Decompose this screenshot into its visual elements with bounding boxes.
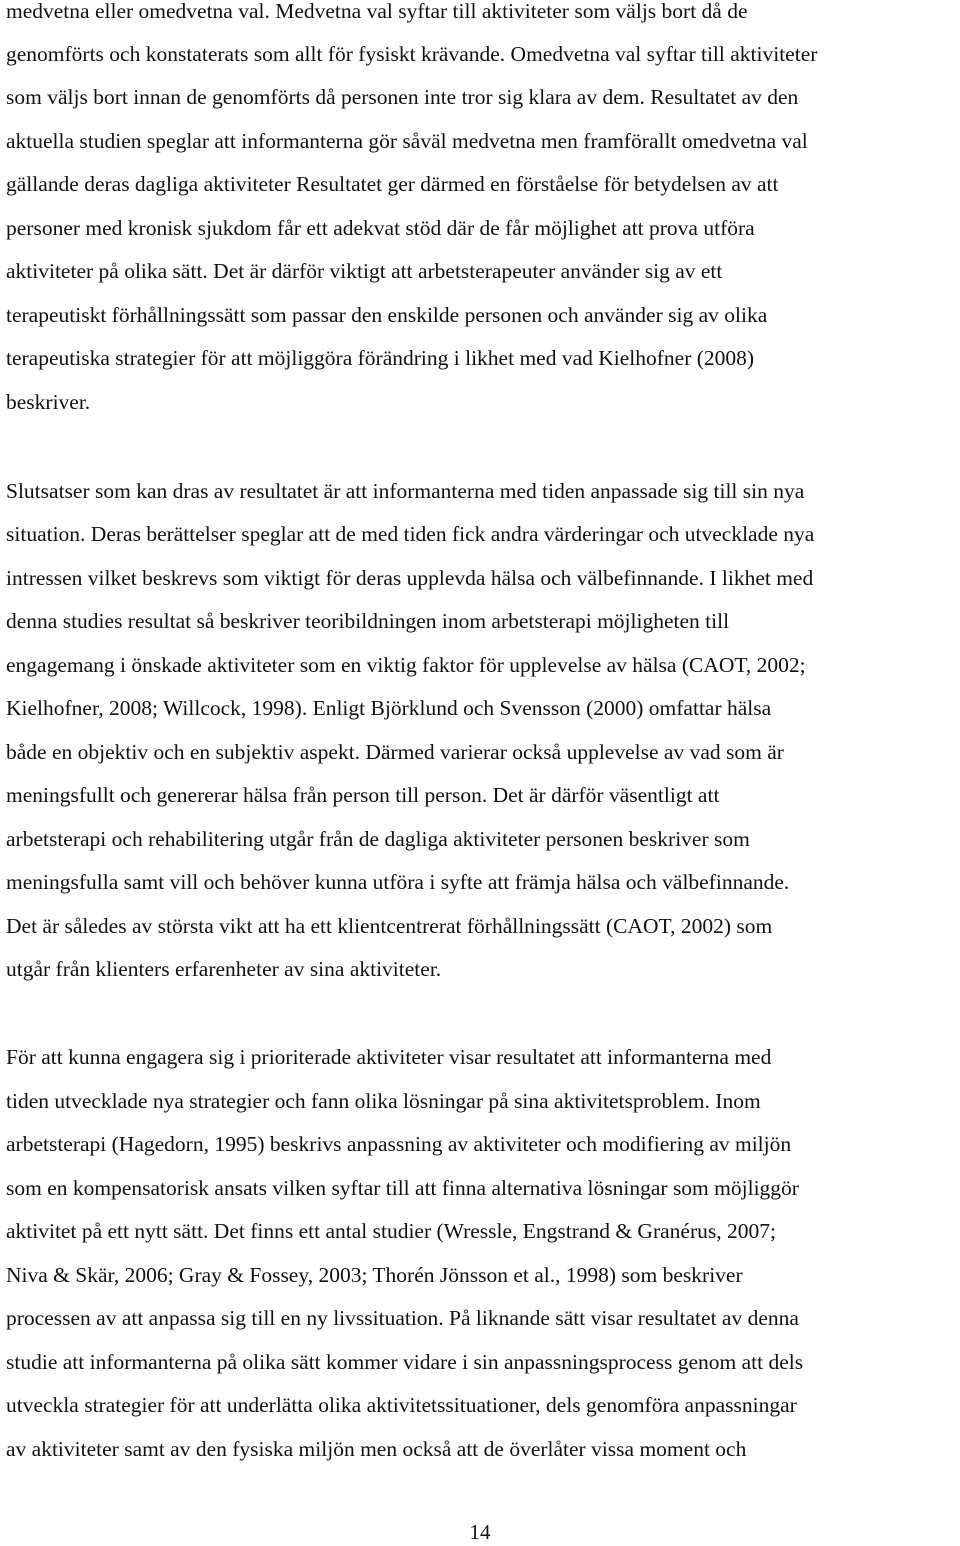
text-line: meningsfullt och genererar hälsa från person till person. Det är därför väsentligt att <box>6 783 720 807</box>
text-line: situation. Deras berättelser speglar att de med tiden fick andra värderingar och utvecklade nya <box>6 522 815 546</box>
text-line: Slutsatser som kan dras av resultatet är att informanterna med tiden anpassade sig till sin nya <box>6 479 805 503</box>
text-line: utgår från klienters erfarenheter av sina aktiviteter. <box>6 957 442 981</box>
text-line: medvetna eller omedvetna val. Medvetna val syftar till aktiviteter som väljs bort då de <box>6 0 748 23</box>
text-line: intressen vilket beskrevs som viktigt för deras upplevda hälsa och välbefinnande. I likhet med <box>6 566 814 590</box>
text-line: arbetsterapi (Hagedorn, 1995) beskrivs anpassning av aktiviteter och modifiering av miljön <box>6 1132 792 1156</box>
text-line: denna studies resultat så beskriver teoribildningen inom arbetsterapi möjligheten till <box>6 609 730 633</box>
text-line: beskriver. <box>6 390 91 414</box>
text-line: processen av att anpassa sig till en ny livssituation. På liknande sätt visar resultatet av denna <box>6 1306 799 1330</box>
text-line: arbetsterapi och rehabilitering utgår från de dagliga aktiviteter personen beskriver som <box>6 827 750 851</box>
text-line: engagemang i önskade aktiviteter som en viktig faktor för upplevelse av hälsa (CAOT, 2002; <box>6 653 806 677</box>
text-line: gällande deras dagliga aktiviteter Resultatet ger därmed en förståelse för betydelsen av att <box>6 172 779 196</box>
text-line: Kielhofner, 2008; Willcock, 1998). Enligt Björklund och Svensson (2000) omfattar hälsa <box>6 696 772 720</box>
text-line: både en objektiv och en subjektiv aspekt. Därmed varierar också upplevelse av vad som är <box>6 740 784 764</box>
text-line: Niva & Skär, 2006; Gray & Fossey, 2003; Thorén Jönsson et al., 1998) som beskriver <box>6 1263 743 1287</box>
text-line: som väljs bort innan de genomförts då personen inte tror sig klara av dem. Resultatet av den <box>6 85 799 109</box>
text-line: aktuella studien speglar att informanterna gör såväl medvetna men framförallt omedvetna val <box>6 129 808 153</box>
text-line: aktivitet på ett nytt sätt. Det finns ett antal studier (Wressle, Engstrand & Granérus, 2007; <box>6 1219 776 1243</box>
text-line: tiden utvecklade nya strategier och fann olika lösningar på sina aktivitetsproblem. Inom <box>6 1089 761 1113</box>
page-number: 14 <box>469 1520 491 1544</box>
text-line: genomförts och konstaterats som allt för fysiskt krävande. Omedvetna val syftar till aktiviteter <box>6 42 818 66</box>
text-line: utveckla strategier för att underlätta olika aktivitetssituationer, dels genomföra anpassningar <box>6 1393 797 1417</box>
text-line: personer med kronisk sjukdom får ett adekvat stöd där de får möjlighet att prova utföra <box>6 216 755 240</box>
text-line: studie att informanterna på olika sätt kommer vidare i sin anpassningsprocess genom att dels <box>6 1350 804 1374</box>
text-line: terapeutiskt förhållningssätt som passar den enskilde personen och använder sig av olika <box>6 303 768 327</box>
text-line: aktiviteter på olika sätt. Det är därför viktigt att arbetsterapeuter använder sig av ett <box>6 259 723 283</box>
text-line: meningsfulla samt vill och behöver kunna utföra i syfte att främja hälsa och välbefinnande. <box>6 870 790 894</box>
text-line: terapeutiska strategier för att möjliggöra förändring i likhet med vad Kielhofner (2008) <box>6 346 755 370</box>
text-line: av aktiviteter samt av den fysiska miljön men också att de överlåter vissa moment och <box>6 1437 747 1461</box>
text-line: som en kompensatorisk ansats vilken syftar till att finna alternativa lösningar som möjliggör <box>6 1176 799 1200</box>
text-line: För att kunna engagera sig i prioriterade aktiviteter visar resultatet att informanterna med <box>6 1045 772 1069</box>
text-line: Det är således av största vikt att ha ett klientcentrerat förhållningssätt (CAOT, 2002) som <box>6 914 773 938</box>
